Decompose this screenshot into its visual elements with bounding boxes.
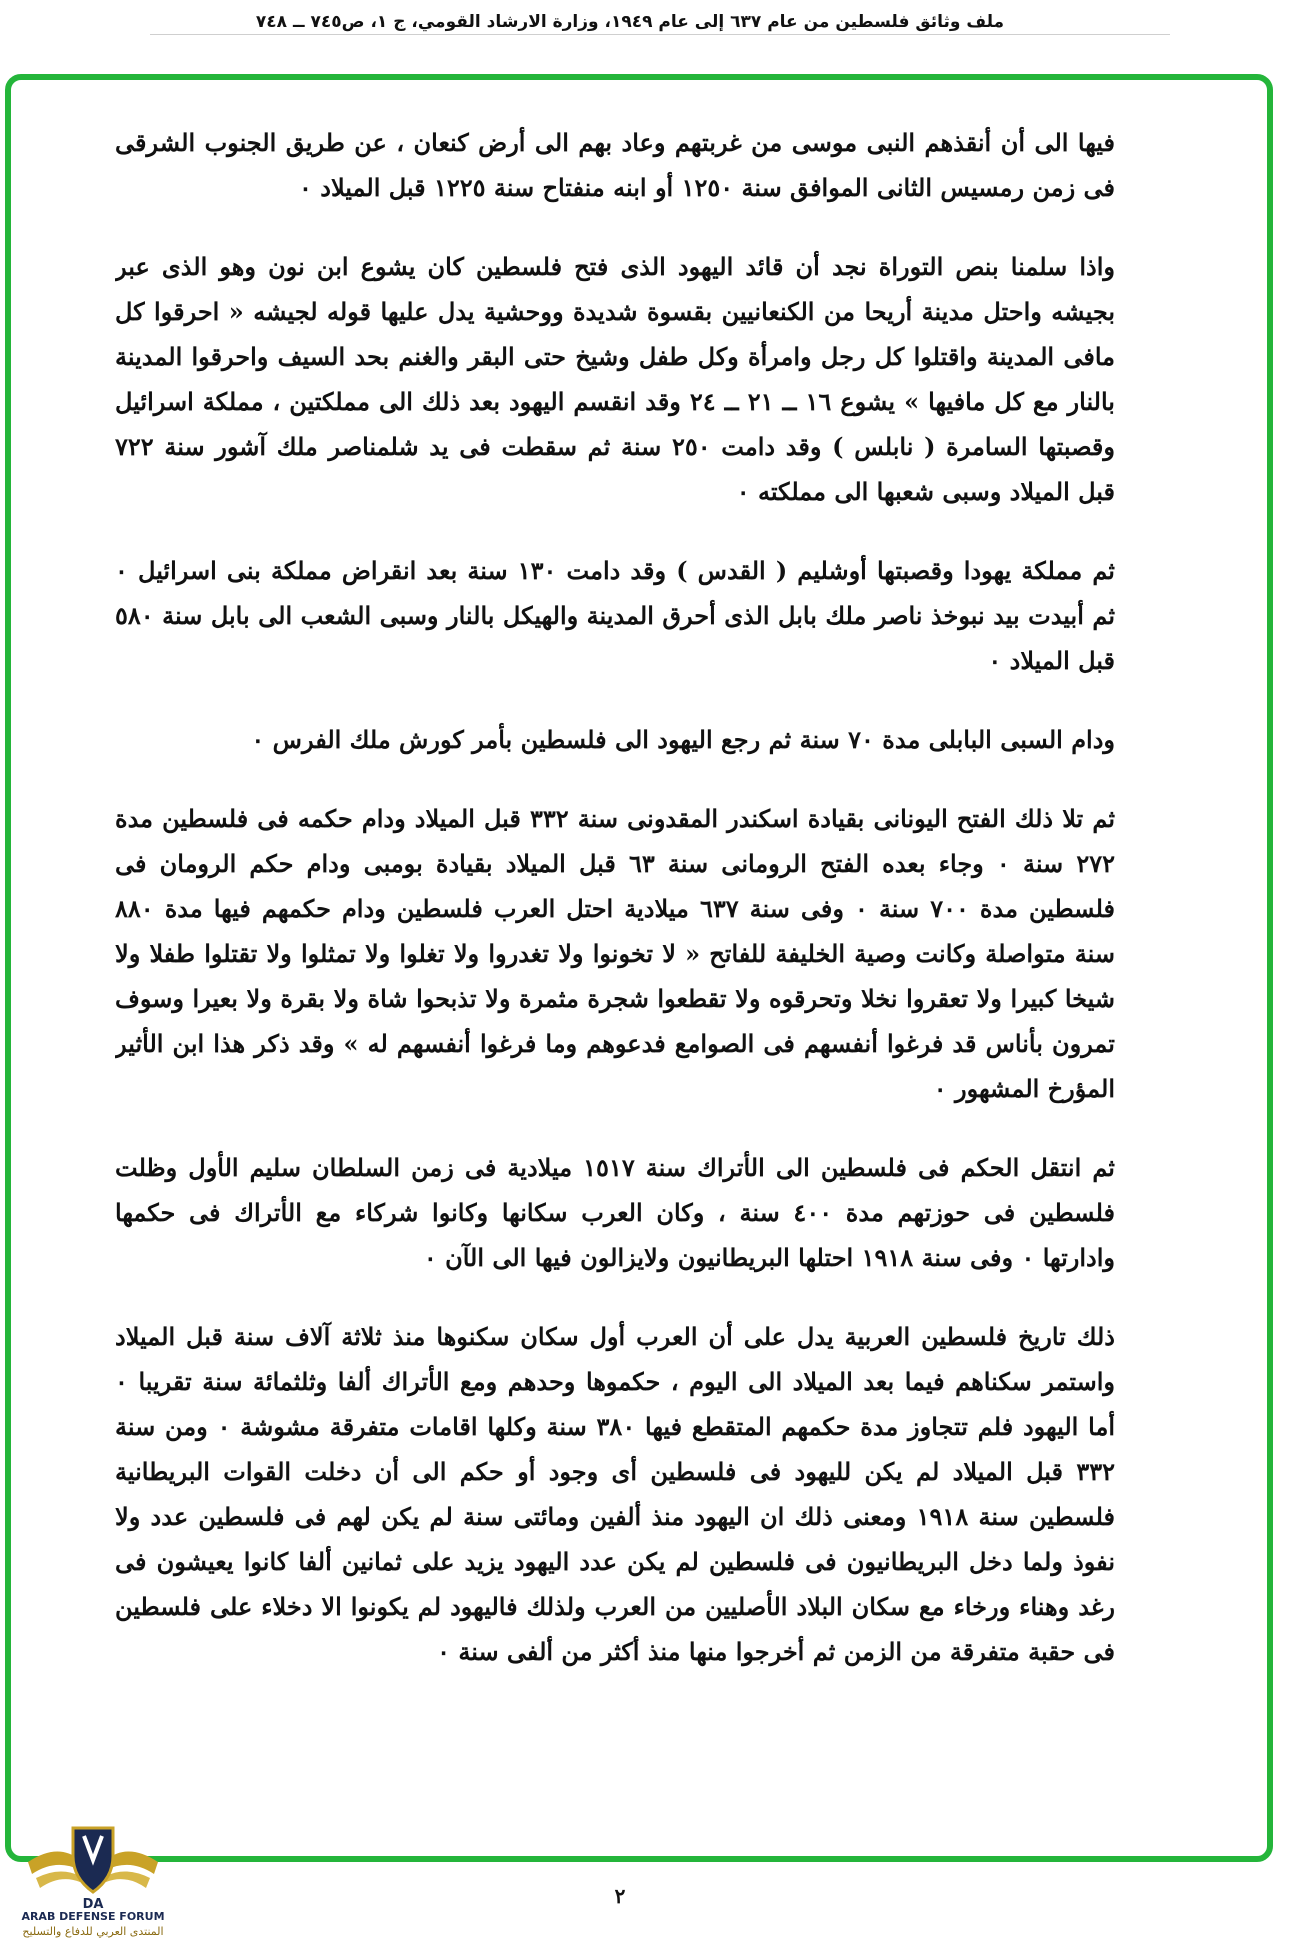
logo-name-en: ARAB DEFENSE FORUM (21, 1910, 165, 1923)
paragraph-4: ودام السبى البابلى مدة ٧٠ سنة ثم رجع اليهود الى فلسطين بأمر كورش ملك الفرس ٠ (251, 725, 1115, 754)
header-divider (150, 34, 1170, 35)
forum-logo (18, 1822, 168, 1938)
source-header: ملف وثائق فلسطين من عام ٦٣٧ إلى عام ١٩٤٩، وزارة الارشاد القومي، ج ١، ص٧٤٥ ــ ٧٤٨ (255, 12, 1005, 32)
page-number: ٢ (614, 1884, 626, 1908)
paragraph-6: ثم انتقل الحكم فى فلسطين الى الأتراك سنة ١٥١٧ ميلادية فى زمن السلطان سليم الأول وظلت فلسطين فى حوزتهم مدة ٤٠٠ سنة ، وكان العرب سكانها وكانوا شركاء مع الأتراك فى حكمها وادارتها ٠ وفى سنة ١٩١٨ احتلها البريطانيون ولايزالون فيها الى الآن ٠ (115, 1153, 1115, 1272)
logo-mark: DA (82, 1897, 104, 1912)
paragraph-2: واذا سلمنا بنص التوراة نجد أن قائد اليهود الذى فتح فلسطين كان يشوع ابن نون وهو الذى عبر بجيشه واحتل مدينة أريحا من الكنعانيين بقسوة شديدة ووحشية يدل عليها قوله لجيشه « احرقوا كل مافى المدينة واقتلوا كل رجل وامرأة وكل طفل وشيخ حتى البقر والغنم بحد السيف واحرقوا المدينة بالنار مع كل مافيها » يشوع ١٦ ــ ٢١ ــ ٢٤ وقد انقسم اليهود بعد ذلك الى مملكتين ، مملكة اسرائيل وقصبتها السامرة ( نابلس ) وقد دامت ٢٥٠ سنة ثم سقطت فى يد شلمناصر ملك آشور سنة ٧٢٢ قبل الميلاد وسبى شعبها الى مملكته ٠ (115, 252, 1115, 506)
paragraph-7: ذلك تاريخ فلسطين العربية يدل على أن العرب أول سكان سكنوها منذ ثلاثة آلاف سنة قبل الميلاد واستمر سكناهم فيما بعد الميلاد الى اليوم ، حكموها وحدهم ومع الأتراك ألفا وثلثمائة سنة تقريبا ٠ أما اليهود فلم تتجاوز مدة حكمهم المتقطع فيها ٣٨٠ سنة وكلها اقامات متفرقة مشوشة ٠ ومن سنة ٣٣٢ قبل الميلاد لم يكن لليهود فى فلسطين أى وجود أو حكم الى أن دخلت القوات البريطانية فلسطين سنة ١٩١٨ ومعنى ذلك ان اليهود منذ ألفين ومائتى سنة لم يكن لهم فى فلسطين عدد ولا نفوذ ولما دخل البريطانيون فى فلسطين لم يكن عدد اليهود يزيد على ثمانين ألفا كانوا يعيشون فى رغد وهناء ورخاء مع سكان البلاد الأصليين من العرب ولذلك فاليهود لم يكونوا الا دخلاء على فلسطين فى حقبة متفرقة من الزمن ثم أخرجوا منها منذ أكثر من ألفى سنة ٠ (115, 1322, 1115, 1666)
shield-wings-icon (18, 1822, 168, 1914)
paragraph-1: فيها الى أن أنقذهم النبى موسى من غربتهم وعاد بهم الى أرض كنعان ، عن طريق الجنوب الشرقى فى زمن رمسيس الثانى الموافق سنة ١٢٥٠ أو ابنه منفتاح سنة ١٢٢٥ قبل الميلاد ٠ (115, 128, 1115, 202)
document-body (115, 120, 1115, 1820)
paragraph-3: ثم مملكة يهودا وقصبتها أوشليم ( القدس ) وقد دامت ١٣٠ سنة بعد انقراض مملكة بنى اسرائيل ٠ ثم أبيدت بيد نبوخذ ناصر ملك بابل الذى أحرق المدينة والهيكل بالنار وسبى الشعب الى بابل سنة ٥٨٠ قبل الميلاد ٠ (115, 556, 1115, 675)
paragraph-5: ثم تلا ذلك الفتح اليونانى بقيادة اسكندر المقدونى سنة ٣٣٢ قبل الميلاد ودام حكمه فى فلسطين مدة ٢٧٢ سنة ٠ وجاء بعده الفتح الرومانى سنة ٦٣ قبل الميلاد بقيادة بومبى ودام حكم الرومان فى فلسطين مدة ٧٠٠ سنة ٠ وفى سنة ٦٣٧ ميلادية احتل العرب فلسطين ودام حكمهم فيها مدة ٨٨٠ سنة متواصلة وكانت وصية الخليفة للفاتح « لا تخونوا ولا تغدروا ولا تغلوا ولا تمثلوا ولا تقتلوا طفلا ولا شيخا كبيرا ولا تعقروا نخلا وتحرقوه ولا تقطعوا شجرة مثمرة ولا تذبحوا شاة ولا بقرة ولا بعيرا وسوف تمرون بأناس قد فرغوا أنفسهم فى الصوامع فدعوهم وما فرغوا أنفسهم له » وقد ذكر هذا ابن الأثير المؤرخ المشهور ٠ (115, 804, 1115, 1103)
logo-name-ar: المنتدى العربي للدفاع والتسليح (22, 1925, 164, 1938)
